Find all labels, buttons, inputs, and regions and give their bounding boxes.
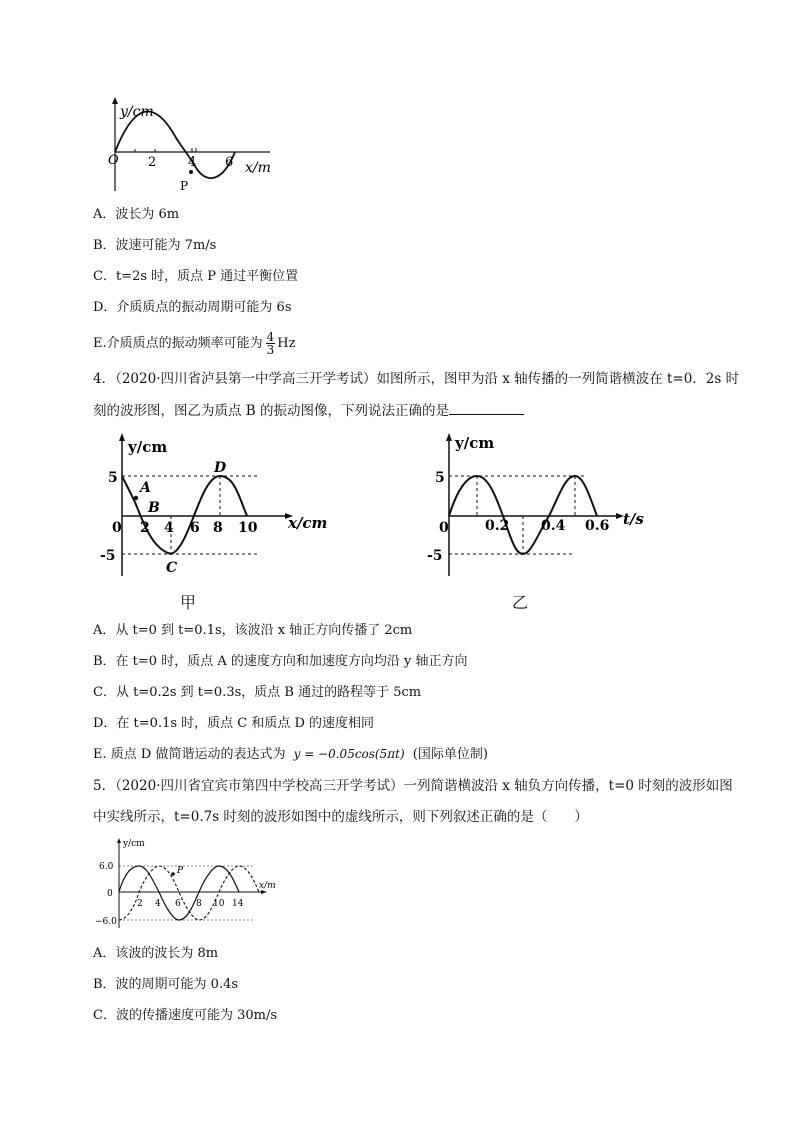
point-b: B [148,500,160,516]
svg-text:-5: -5 [100,548,116,564]
wave-figure-jia [100,430,340,580]
q4-stem-line1: 4．（2020·四川省泸县第一中学高三开学考试）如图所示，图甲为沿 x 轴传播的一列简谐横波在 t=0．2s 时 [93,371,740,387]
svg-text:2: 2 [137,899,143,909]
yi-ylabel: y/cm [455,434,495,452]
q3-option-e [93,325,295,363]
fig1-tick-4: 4 [188,155,197,170]
q3-option-e-text: E.介质质点的振动频率可能为 [93,336,263,351]
svg-text:10: 10 [213,899,225,909]
q5-option-a: A．该波的波长为 8m [93,946,219,961]
svg-text:-5: -5 [427,548,443,564]
q4-option-a: A．从 t=0 到 t=0.1s，该波沿 x 轴正方向传播了 2cm [93,623,413,638]
q4-option-d: D．在 t=0.1s 时，质点 C 和质点 D 的速度相同 [93,716,375,731]
q5-stem-line1: 5．（2020·四川省宜宾市第四中学校高三开学考试）一列简谐横波沿 x 轴负方向传播，t=0 时刻的波形如图 [93,778,733,794]
dashed-wave [119,866,259,920]
fig1-tick-2: 2 [148,155,157,170]
fig1-tick-6: 6 [225,155,234,170]
q5-stem-line2: 中实线所示，t=0.7s 时刻的波形如图中的虚线所示，则下列叙述正确的是（ ） [93,809,588,825]
point-d: D [214,460,227,476]
svg-text:6: 6 [175,899,181,909]
fig1-ylabel: y/cm [120,104,154,120]
caption-yi: 乙 [512,593,529,612]
q5-option-b: B．波的周期可能为 0.4s [93,977,239,992]
fraction: $\frac{4}{3}$ [266,330,275,357]
point-a: A [140,480,151,496]
q5-option-c: C．波的传播速度可能为 30m/s [93,1008,277,1023]
svg-text:10: 10 [238,520,258,536]
point-c: C [166,560,178,576]
q4-option-b: B．在 t=0 时，质点 A 的速度方向和加速度方向均沿 y 轴正方向 [93,654,468,669]
q4-option-e: E. 质点 D 做简谐运动的表达式为 y = −0.05cos(5πt) (国际单位制) [93,747,488,762]
svg-text:6.0: 6.0 [99,862,114,872]
caption-jia: 甲 [180,593,197,612]
svg-text:4: 4 [164,520,174,536]
svg-text:0: 0 [112,520,122,536]
wave-figure-q5 [95,836,295,931]
svg-text:0.4: 0.4 [541,518,566,534]
svg-text:5: 5 [108,470,118,486]
svg-text:8: 8 [196,899,202,909]
q3-option-e-unit: Hz [277,336,296,351]
svg-text:−6.0: −6.0 [95,917,117,927]
formula: y = −0.05cos(5πt) [293,747,405,761]
fig1-xlabel: x/m [245,160,271,176]
q5-point-p: P [177,866,184,876]
svg-text:0: 0 [439,520,449,536]
svg-text:x/m: x/m [259,881,276,891]
svg-text:6: 6 [190,520,200,536]
q3-option-a: A．波长为 6m [93,207,180,222]
answer-blank[interactable] [449,400,524,415]
q4-option-c: C．从 t=0.2s 到 t=0.3s，质点 B 通过的路程等于 5cm [93,685,422,700]
y-axis-arrow [112,97,118,104]
fig1-point-p: P [180,179,189,193]
yi-xlabel: t/s [623,510,644,528]
svg-text:4: 4 [155,899,161,909]
svg-text:0.2: 0.2 [485,518,510,534]
jia-xlabel: x/cm [288,514,328,532]
fig1-origin: O [108,153,119,168]
q3-option-c: C．t=2s 时，质点 P 通过平衡位置 [93,269,299,284]
svg-text:0.6: 0.6 [585,518,610,534]
point-p-marker [189,170,193,174]
q3-option-b: B．波速可能为 7m/s [93,238,217,253]
svg-text:2: 2 [140,520,150,536]
svg-text:y/cm: y/cm [123,839,145,849]
svg-text:5: 5 [435,470,445,486]
q4-stem-line2: 刻的波形图，图乙为质点 B 的振动图像，下列说法正确的是 [93,400,524,422]
jia-ylabel: y/cm [128,438,168,456]
vibration-figure-yi [425,430,655,580]
wave-figure-q3 [110,96,290,196]
wave-curve [115,111,235,178]
svg-text:0: 0 [107,889,113,899]
svg-text:8: 8 [213,520,223,536]
svg-text:14: 14 [232,899,244,909]
q3-option-d: D．介质质点的振动周期可能为 6s [93,300,292,315]
